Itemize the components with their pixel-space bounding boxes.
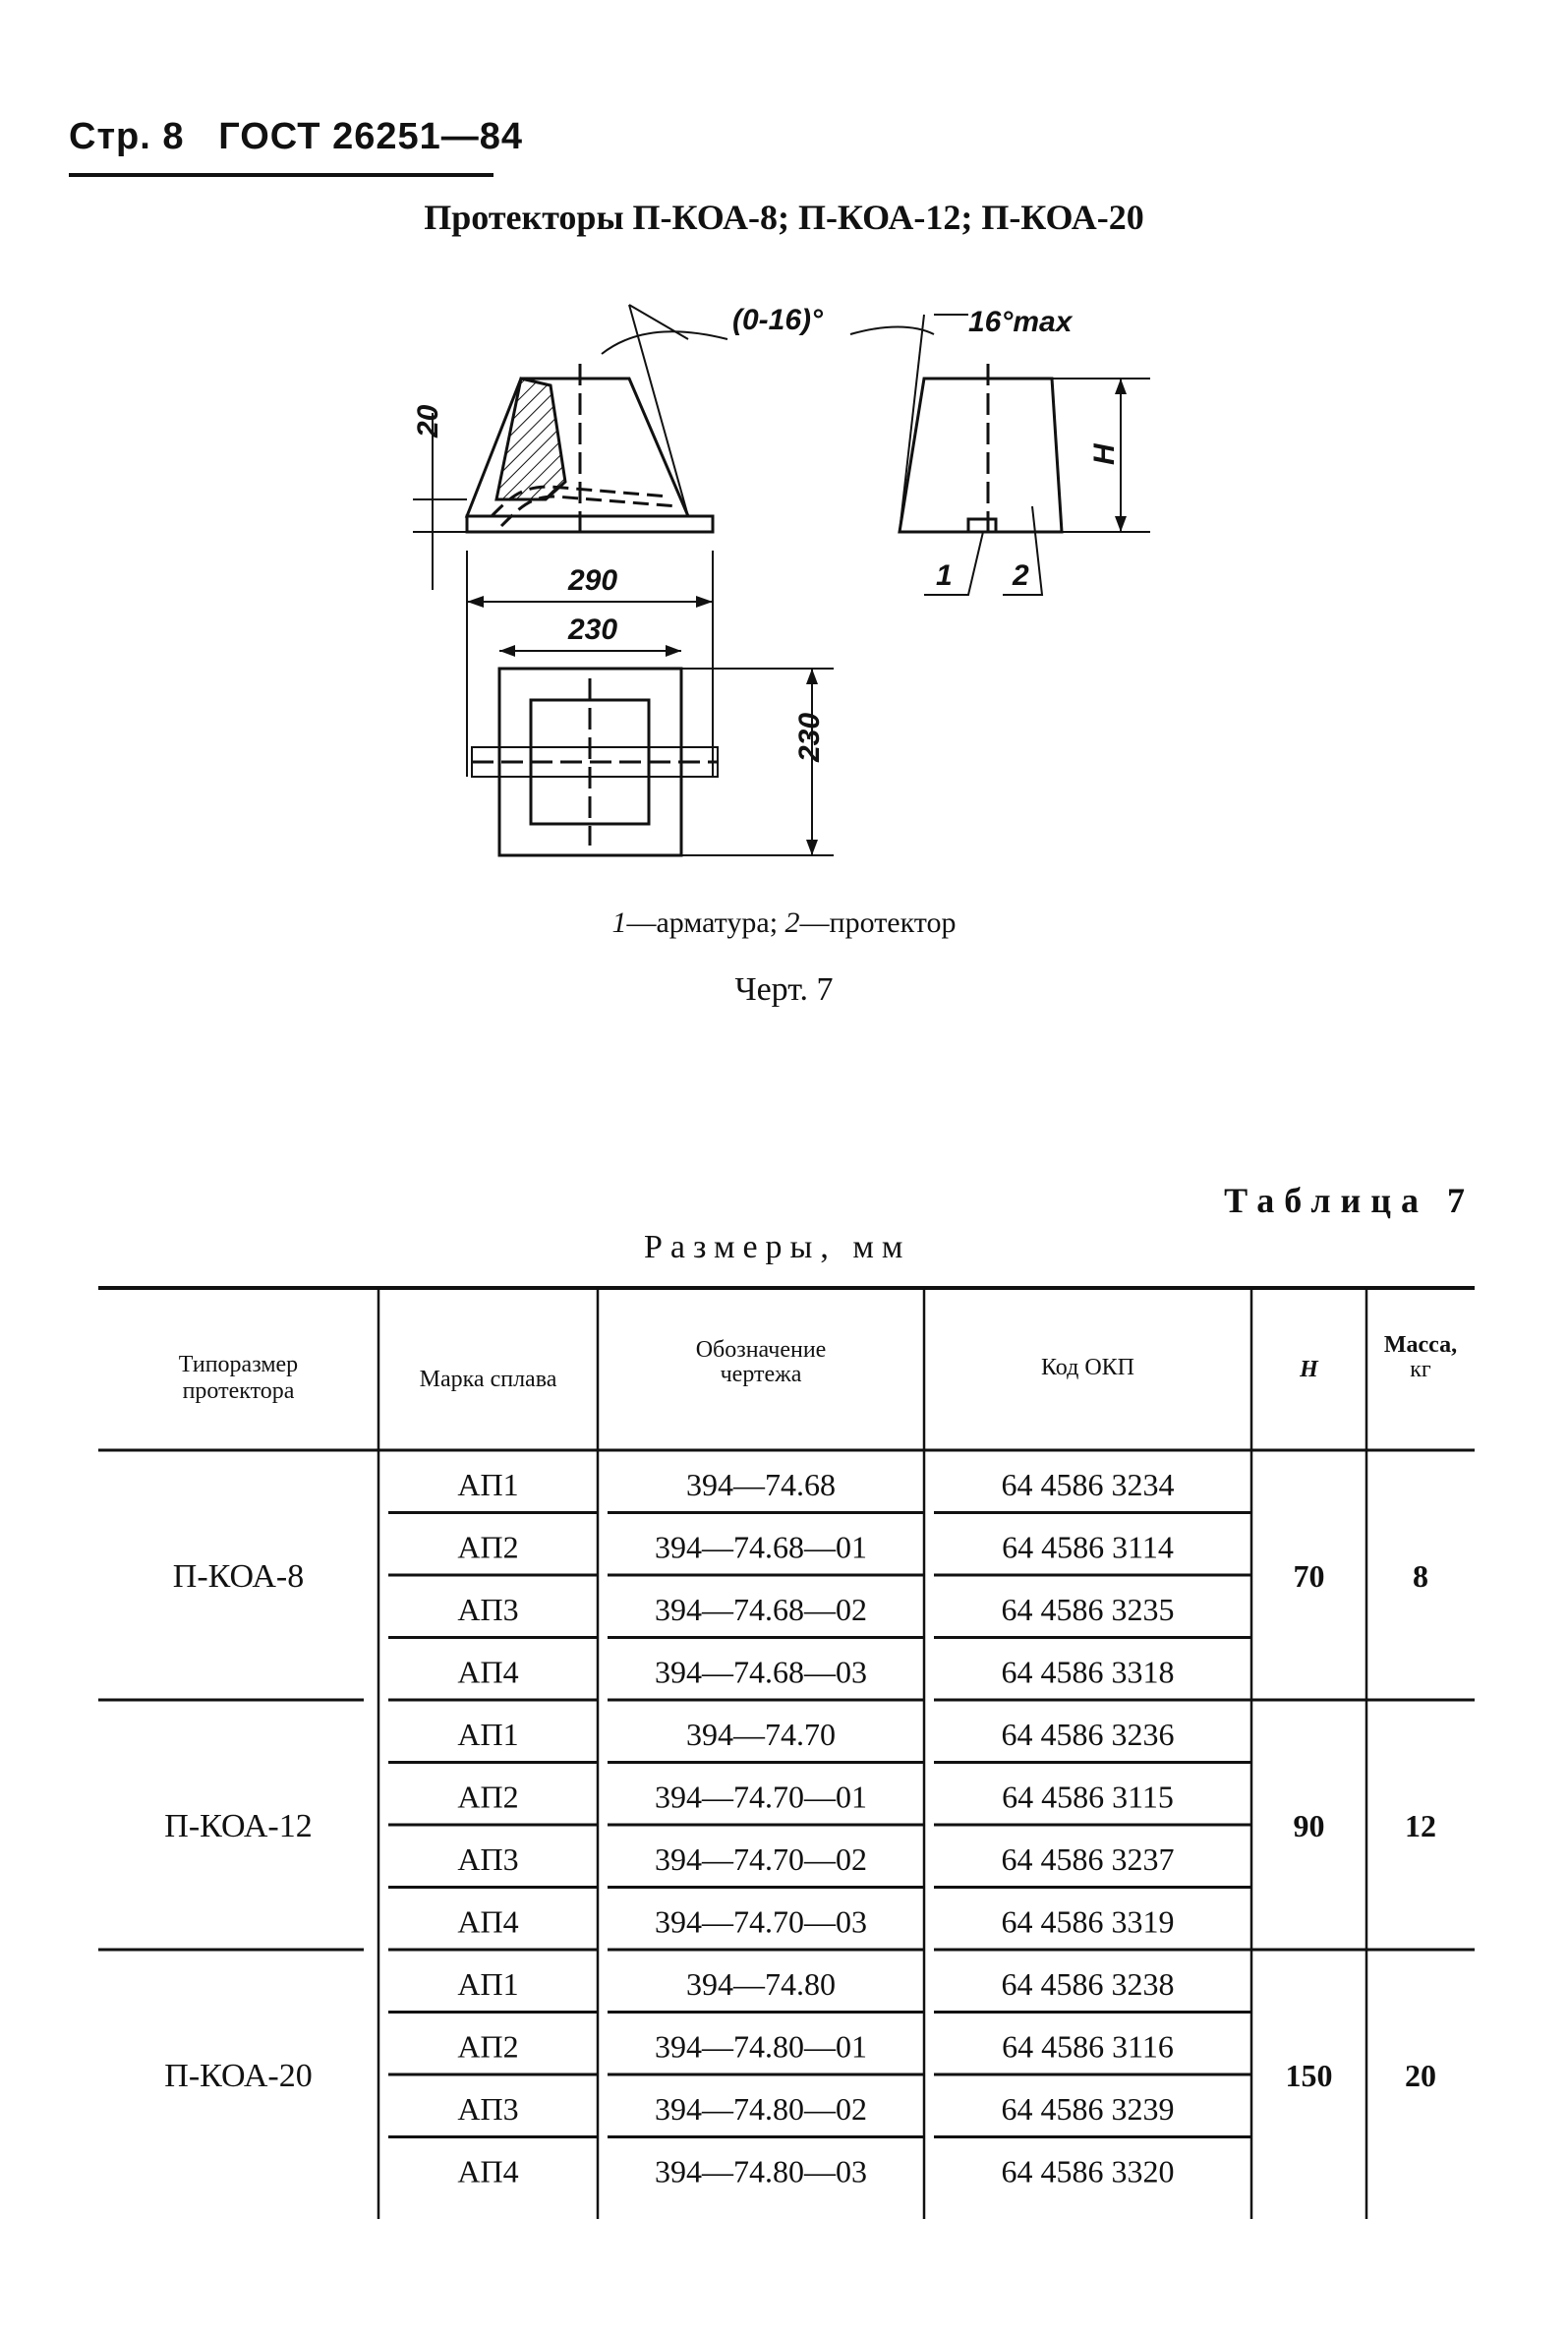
- cell-alloy: АП4: [457, 1654, 519, 1690]
- cell-alloy: АП4: [457, 1903, 519, 1940]
- group-mass-2: 12: [1405, 1808, 1436, 1843]
- cell-okp: 64 4586 3319: [1001, 1903, 1175, 1940]
- header-mass-2: кг: [1410, 1357, 1431, 1382]
- legend-num-2: 2: [784, 906, 800, 939]
- header-mass-1: Масса,: [1383, 1332, 1458, 1358]
- leader-1-label: 1: [936, 559, 953, 592]
- cell-okp: 64 4586 3320: [1001, 2153, 1175, 2190]
- legend-num-1: 1: [611, 906, 627, 939]
- cell-drawing: 394—74.80—03: [655, 2153, 867, 2190]
- group-mass-1: 8: [1413, 1558, 1428, 1594]
- cell-okp: 64 4586 3318: [1001, 1654, 1175, 1690]
- legend-text-1: —арматура;: [626, 906, 785, 939]
- cell-okp: 64 4586 3237: [1001, 1840, 1175, 1877]
- dim-290-label: 290: [568, 564, 618, 597]
- cell-drawing: 394—74.68—03: [655, 1654, 867, 1690]
- header-alloy: Марка сплава: [419, 1367, 557, 1392]
- cell-drawing: 394—74.70—02: [655, 1840, 867, 1877]
- header-rule: [69, 173, 494, 177]
- drawing-legend: [0, 906, 1568, 940]
- front-view-outline: [900, 379, 1062, 532]
- page-number: Стр. 8: [69, 116, 185, 157]
- cell-drawing: 394—74.70—03: [655, 1903, 867, 1940]
- group-name-2: П-КОА-12: [164, 1808, 313, 1844]
- cell-alloy: АП3: [457, 2090, 519, 2127]
- cell-okp: 64 4586 3236: [1001, 1716, 1175, 1752]
- header-size-1: Типоразмер: [178, 1352, 299, 1377]
- cell-alloy: АП2: [457, 2028, 519, 2065]
- section-hatch: [496, 379, 565, 499]
- cell-drawing: 394—74.68—01: [655, 1529, 867, 1565]
- group-mass-3: 20: [1405, 2058, 1436, 2093]
- header-okp: Код ОКП: [1040, 1355, 1135, 1380]
- cell-drawing: 394—74.80—01: [655, 2028, 867, 2065]
- dim-20-label: 20: [412, 404, 444, 438]
- cell-okp: 64 4586 3115: [1002, 1779, 1174, 1815]
- header-h: H: [1300, 1357, 1318, 1382]
- cell-alloy: АП4: [457, 2153, 519, 2190]
- table-number: Таблица 7: [1224, 1181, 1475, 1220]
- cell-okp: 64 4586 3235: [1001, 1591, 1175, 1627]
- group-h-2: 90: [1293, 1808, 1325, 1843]
- cell-alloy: АП2: [457, 1529, 519, 1565]
- dim-230-side-label: 230: [793, 712, 826, 762]
- cell-drawing: 394—74.70—01: [655, 1779, 867, 1815]
- cell-alloy: АП3: [457, 1591, 519, 1627]
- cell-alloy: АП2: [457, 1779, 519, 1815]
- header-size-2: протектора: [182, 1378, 295, 1404]
- drawing-title: Протекторы П-КОА-8; П-КОА-12; П-КОА-20: [424, 198, 1144, 237]
- cell-alloy: АП1: [457, 1965, 519, 2002]
- table-subtitle: Размеры, мм: [644, 1229, 911, 1265]
- dim-h-label: H: [1088, 443, 1121, 465]
- technical-drawing: [0, 275, 1568, 885]
- group-name-1: П-КОА-8: [172, 1558, 305, 1595]
- cell-drawing: 394—74.68—02: [655, 1591, 867, 1627]
- cell-drawing: 394—74.80—02: [655, 2090, 867, 2127]
- cell-drawing: 394—74.68: [686, 1466, 836, 1502]
- header-drawing-1: Обозначение: [695, 1337, 827, 1363]
- leader-1: [924, 532, 983, 595]
- cell-okp: 64 4586 3238: [1001, 1965, 1175, 2002]
- cell-okp: 64 4586 3116: [1002, 2028, 1174, 2065]
- dim-angle2-label: 16°max: [968, 306, 1073, 338]
- page-header: [69, 116, 523, 158]
- group-h-3: 150: [1285, 2058, 1333, 2093]
- dimensions-table: [0, 1268, 1568, 2251]
- legend-text-2: —протектор: [799, 906, 957, 939]
- cell-alloy: АП3: [457, 1840, 519, 1877]
- cell-okp: 64 4586 3239: [1001, 2090, 1175, 2127]
- group-h-1: 70: [1293, 1558, 1325, 1594]
- cell-alloy: АП1: [457, 1716, 519, 1752]
- leader-2-label: 2: [1013, 559, 1029, 592]
- standard-id: ГОСТ 26251—84: [218, 116, 524, 157]
- dim-angle1-label: (0-16)°: [732, 304, 824, 336]
- cell-okp: 64 4586 3234: [1001, 1466, 1175, 1502]
- cell-alloy: АП1: [457, 1466, 519, 1502]
- cell-drawing: 394—74.80: [686, 1965, 836, 2002]
- cell-drawing: 394—74.70: [686, 1716, 836, 1752]
- dim-230-top-label: 230: [568, 613, 618, 646]
- header-drawing-2: чертежа: [720, 1362, 802, 1387]
- armature-tab: [968, 519, 996, 532]
- cell-okp: 64 4586 3114: [1002, 1529, 1174, 1565]
- group-name-3: П-КОА-20: [164, 2058, 313, 2094]
- figure-caption: Черт. 7: [734, 971, 834, 1008]
